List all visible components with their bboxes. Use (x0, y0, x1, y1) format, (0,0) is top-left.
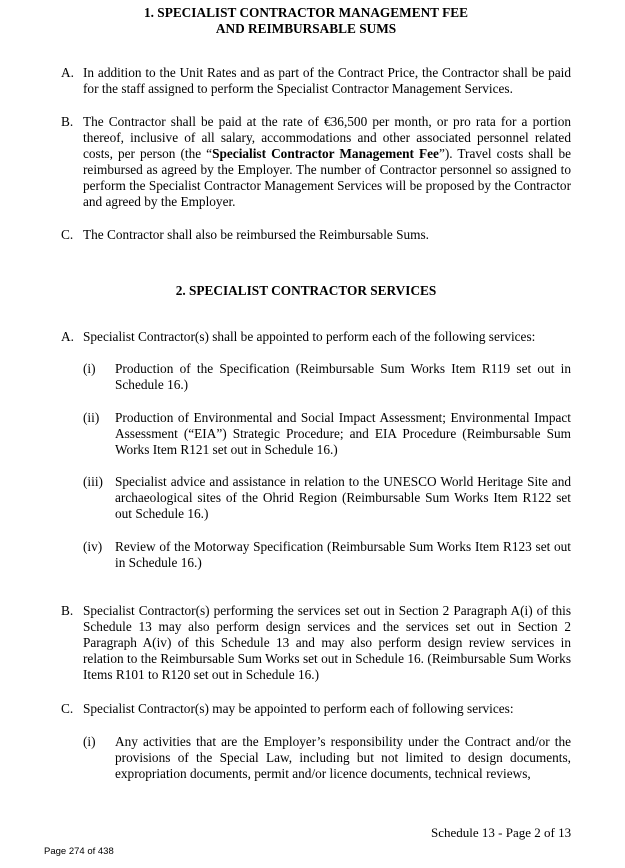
item-text: Production of Environmental and Social Impact Assessment; Environmental Impact Assessment (“EIA”) Strategic Procedure; and EIA Procedure (Reimbursable Sum Works Item R121 set out in Schedule 16.) (115, 410, 571, 457)
item-text: Review of the Motorway Specification (Reimbursable Sum Works Item R123 set out in Schedule 16.) (115, 539, 571, 570)
section-2-paragraph-a (61, 329, 571, 345)
section-2-item-a-iii (83, 474, 571, 522)
section-2-paragraph-c (61, 701, 571, 717)
item-text: Any activities that are the Employer’s responsibility under the Contract and/or the provisions of the Special Law, including but not limited to design documents, expropriation documents, permit and/or licence documents, technical reviews, (115, 734, 571, 781)
defined-term: Specialist Contractor Management Fee (212, 146, 439, 161)
paragraph-text (83, 114, 571, 210)
paragraph-text: The Contractor shall also be reimbursed the Reimbursable Sums. (83, 227, 430, 242)
paragraph-label: C. (61, 701, 74, 716)
section-2-heading: 2. SPECIALIST CONTRACTOR SERVICES (175, 283, 437, 298)
paragraph-label: B. (61, 114, 74, 129)
paragraph-text-part-2: ”). Travel costs shall be reimbursed as agreed by the Employer. The number of Contractor personnel so assigned to perform the Specialist Contractor Management Services will be proposed by the Contractor and agreed by the Employer. (83, 146, 572, 209)
section-2-item-c-i (83, 734, 571, 782)
schedule-page-number: Schedule 13 - Page 2 of 13 (431, 825, 572, 840)
section-2-item-a-i (83, 361, 571, 393)
item-text: Production of the Specification (Reimbursable Sum Works Item R119 set out in Schedule 16.) (115, 361, 571, 392)
paragraph-label: B. (61, 603, 74, 618)
section-1-heading (0, 5, 612, 37)
document-page-number: Page 274 of 438 (44, 846, 114, 857)
section-1-paragraph-c (61, 227, 571, 243)
item-label: (i) (83, 734, 96, 749)
section-2-item-a-iv (83, 539, 571, 571)
section-1-heading-line-2: AND REIMBURSABLE SUMS (215, 21, 397, 36)
item-label: (i) (83, 361, 96, 376)
paragraph-text: Specialist Contractor(s) may be appointed to perform each of following services: (83, 701, 514, 716)
item-text: Specialist advice and assistance in relation to the UNESCO World Heritage Site and archaeological sites of the Ohrid Region (Reimbursable Sum Works Item R122 set out Schedule 16.) (115, 474, 571, 521)
paragraph-text: Specialist Contractor(s) performing the services set out in Section 2 Paragraph A(i) of this Schedule 13 may also perform design services and the services set out in Section 2 Paragraph A(iv) of this Schedule 13 and may also perform design review services in relation to the Reimbursable Sum Works set out in Schedule 16. (Reimbursable Sum Works Items R101 to R120 set out in Schedule 16.) (83, 603, 571, 682)
item-label: (ii) (83, 410, 100, 425)
section-2-paragraph-b (61, 603, 571, 683)
section-1-paragraph-a (61, 65, 571, 97)
item-label: (iii) (83, 474, 103, 489)
paragraph-label: A. (61, 329, 74, 344)
paragraph-text-part-1: The Contractor shall be paid at the rate of €36,500 per month, or pro rata for a portion thereof, inclusive of all salary, accommodations and other associated personnel related costs, per person (the “ (83, 114, 571, 161)
item-label: (iv) (83, 539, 103, 554)
paragraph-text: In addition to the Unit Rates and as part of the Contract Price, the Contractor shall be paid for the staff assigned to perform the Specialist Contractor Management Services. (83, 65, 571, 96)
section-1-paragraph-b (61, 114, 571, 210)
section-2-item-a-ii (83, 410, 571, 458)
section-1-heading-line-1: 1. SPECIALIST CONTRACTOR MANAGEMENT FEE (144, 5, 468, 20)
paragraph-text: Specialist Contractor(s) shall be appointed to perform each of the following services: (83, 329, 536, 344)
paragraph-label: A. (61, 65, 74, 80)
paragraph-label: C. (61, 227, 74, 242)
